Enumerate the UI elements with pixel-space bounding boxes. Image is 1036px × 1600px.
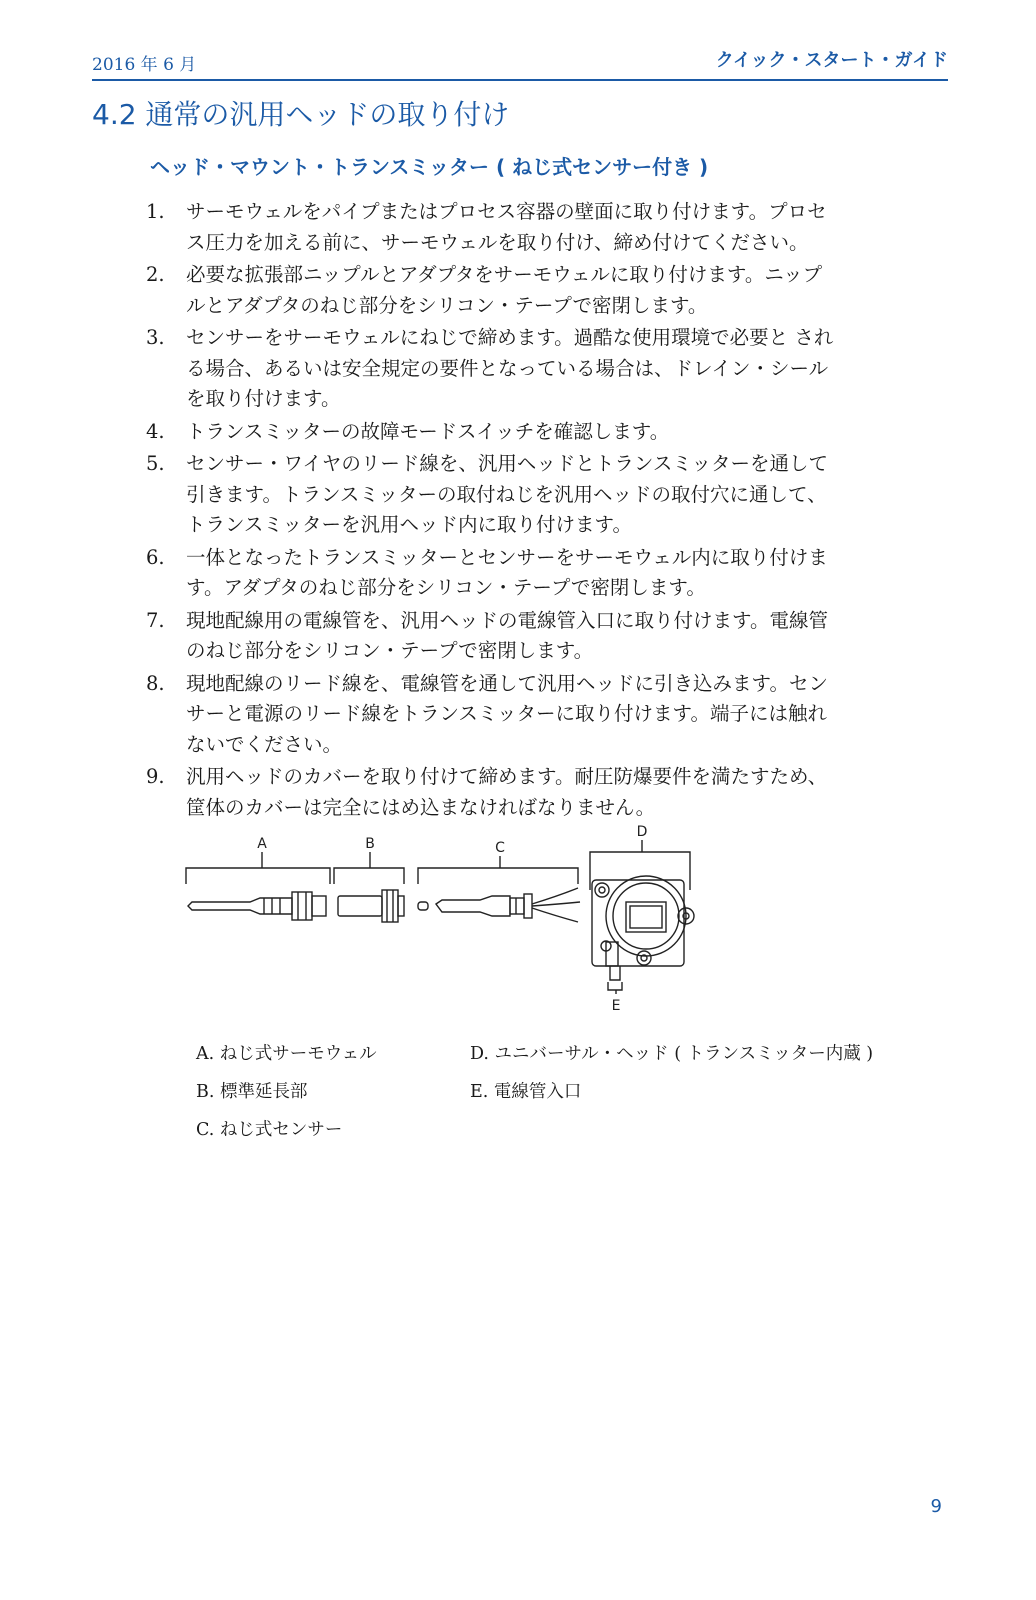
label-b: B	[365, 836, 375, 852]
step-number: 6.	[146, 545, 165, 569]
step-number: 7.	[146, 608, 165, 632]
step-number: 8.	[146, 671, 165, 695]
step-line: センサー・ワイヤのリード線を、汎用ヘッドとトランスミッターを通して	[186, 452, 828, 475]
step-line: ルとアダプタのねじ部分をシリコン・テープで密閉します。	[186, 293, 708, 317]
thermowell-shape	[188, 892, 326, 920]
step-number: 9.	[146, 765, 165, 788]
step-line: 必要な拡張部ニップルとアダプタをサーモウェルに取り付けます。ニップ	[186, 263, 823, 286]
section-title: 4.2 通常の汎用ヘッドの取り付け	[92, 98, 510, 131]
step-line: 汎用ヘッドのカバーを取り付けて締めます。耐圧防爆要件を満たすため、	[186, 765, 828, 788]
universal-head-shape	[592, 876, 694, 980]
extension-nipple-shape	[338, 890, 404, 922]
step-line: 現地配線用の電線管を、汎用ヘッドの電線管入口に取り付けます。電線管	[186, 608, 828, 632]
step-item	[146, 606, 946, 667]
step-item	[146, 669, 946, 761]
step-item	[146, 449, 946, 541]
step-item	[146, 197, 946, 258]
legend-column-left	[196, 1038, 377, 1152]
legend-item: A. ねじ式サーモウェル	[196, 1044, 377, 1064]
bracket-e	[608, 982, 622, 990]
step-item	[146, 323, 946, 415]
step-line: す。アダプタのねじ部分をシリコン・テープで密閉します。	[186, 576, 706, 599]
step-line: サーモウェルをパイプまたはプロセス容器の壁面に取り付けます。プロセ	[186, 200, 827, 223]
step-number: 2.	[146, 263, 165, 286]
step-line: トランスミッターを汎用ヘッド内に取り付けます。	[186, 513, 632, 536]
step-line: を取り付けます。	[186, 387, 341, 410]
legend-item: D. ユニバーサル・ヘッド ( トランスミッター内蔵 )	[470, 1044, 874, 1064]
step-line: 一体となったトランスミッターとセンサーをサーモウェル内に取り付けま	[186, 545, 828, 569]
legend-item: C. ねじ式センサー	[196, 1120, 343, 1140]
label-d: D	[636, 824, 648, 840]
page-number: 9	[930, 1496, 942, 1517]
step-line: サーと電源のリード線をトランスミッターに取り付けます。端子には触れ	[186, 702, 827, 725]
label-e: E	[611, 998, 621, 1014]
step-line: 引きます。トランスミッターの取付ねじを汎用ヘッドの取付穴に通して、	[186, 482, 827, 506]
header-date: 2016 年 6 月	[92, 55, 197, 75]
step-number: 5.	[146, 452, 165, 475]
step-line: 現地配線のリード線を、電線管を通して汎用ヘッドに引き込みます。セン	[186, 671, 828, 695]
label-c: C	[495, 840, 505, 856]
assembly-diagram	[180, 818, 720, 1018]
bracket-a	[186, 868, 330, 884]
section-subtitle: ヘッド・マウント・トランスミッター ( ねじ式センサー付き )	[150, 155, 709, 179]
sensor-shape	[418, 888, 580, 922]
step-item	[146, 762, 946, 823]
page-header	[92, 44, 948, 76]
label-a: A	[257, 836, 267, 852]
bracket-b	[334, 868, 404, 884]
step-line: る場合、あるいは安全規定の要件となっている場合は、ドレイン・シール	[186, 356, 829, 380]
step-number: 1.	[146, 200, 165, 223]
step-item	[146, 260, 946, 321]
step-line: センサーをサーモウェルにねじで締めます。過酷な使用環境で必要と され	[186, 326, 834, 349]
legend-column-right	[470, 1038, 873, 1114]
step-item	[146, 543, 946, 604]
step-line: トランスミッターの故障モードスイッチを確認します。	[186, 419, 670, 443]
step-item	[146, 417, 946, 448]
legend-item: E. 電線管入口	[470, 1082, 582, 1102]
header-guide-title: クイック・スタート・ガイド	[715, 50, 948, 71]
legend-item: B. 標準延長部	[196, 1082, 308, 1102]
step-number: 3.	[146, 326, 165, 349]
step-number: 4.	[146, 419, 165, 443]
step-line: ないでください。	[186, 732, 343, 756]
header-divider	[92, 79, 948, 81]
step-line: ス圧力を加える前に、サーモウェルを取り付け、締め付けてください。	[186, 230, 809, 254]
step-line: 筐体のカバーは完全にはめ込まなければなりません。	[186, 795, 656, 819]
instruction-steps	[146, 197, 946, 825]
step-line: のねじ部分をシリコン・テープで密閉します。	[186, 639, 594, 662]
bracket-c	[418, 868, 578, 884]
